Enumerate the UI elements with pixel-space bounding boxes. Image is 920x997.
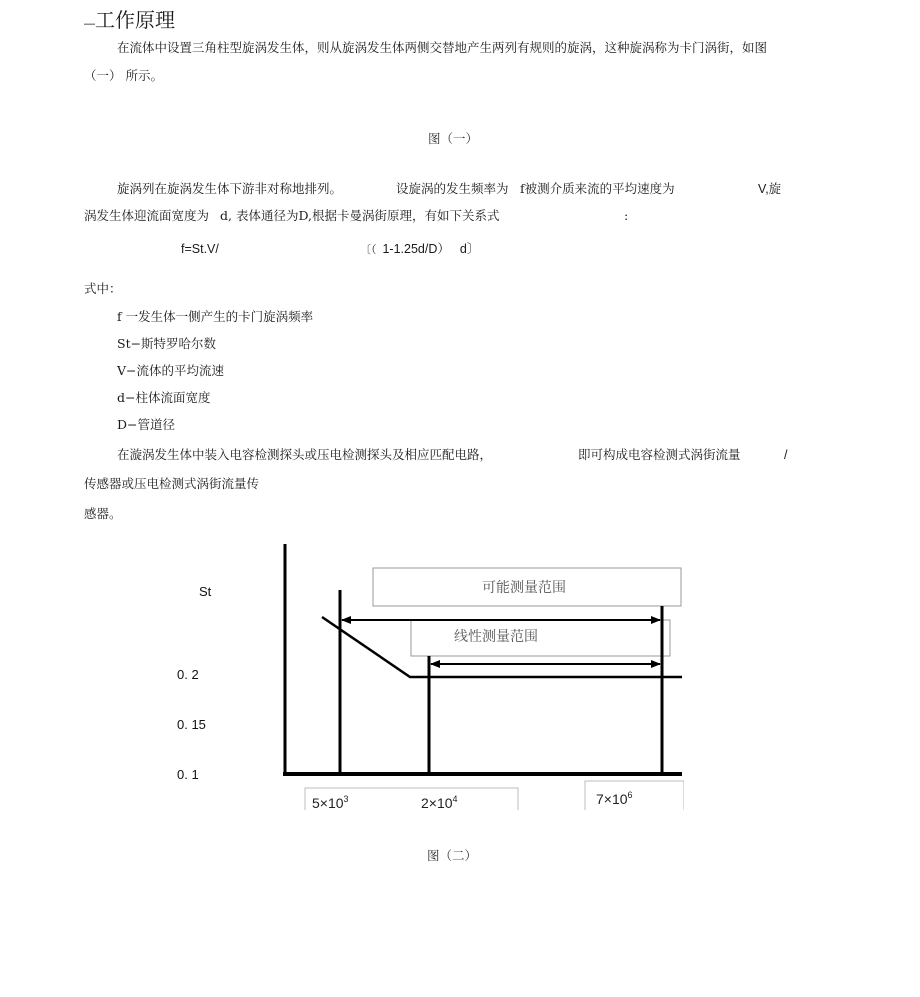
- definition-f: f 一发生体一侧产生的卡门旋涡频率: [117, 309, 314, 324]
- para3-line1-b: 即可构成电容检测式涡街流量: [578, 447, 741, 462]
- y-axis-label: St: [199, 584, 212, 599]
- para1-line2: （一） 所示。: [84, 68, 163, 83]
- para2-line1-d: V,旋: [758, 182, 782, 196]
- para2-line1-a: 旋涡列在旋涡发生体下游非对称地排列。: [117, 181, 343, 196]
- possible-range-label: 可能测量范围: [482, 580, 566, 596]
- formula-open: 〔（: [360, 243, 377, 256]
- para3-line1-c: /: [784, 448, 788, 462]
- section-heading: [84, 4, 175, 33]
- formula-right: [360, 241, 479, 258]
- definition-st: St−斯特罗哈尔数: [117, 336, 217, 351]
- definition-D: D−管道径: [117, 417, 175, 432]
- para3-line2: 传感器或压电检测式涡街流量传: [84, 476, 260, 491]
- y-tick-0-2: 0. 2: [177, 667, 199, 682]
- para2-line1-b: 设旋涡的发生频率为: [396, 181, 509, 196]
- heading-prefix: —: [84, 18, 95, 30]
- y-tick-0-1: 0. 1: [177, 767, 199, 782]
- definition-d: d−柱体流面宽度: [117, 390, 211, 405]
- para3-line1-a: 在漩涡发生体中装入电容检测探头或压电检测探头及相应匹配电路，: [117, 447, 493, 462]
- figure2-caption: 图（二）: [427, 848, 478, 863]
- formula-expr: 1-1.25d/D）: [382, 242, 450, 256]
- definition-v: V−流体的平均流速: [117, 363, 225, 378]
- linear-range-box: [411, 620, 670, 656]
- linear-range-label: 线性测量范围: [454, 629, 538, 645]
- y-tick-0-15: 0. 15: [177, 717, 206, 732]
- x-tick-2e4: $2\times 10^4$: [421, 794, 458, 811]
- figure1-caption: 图（一）: [428, 131, 479, 146]
- para2-line1-c: f被测介质来流的平均速度为: [520, 181, 675, 196]
- para3-line3: 感器。: [84, 506, 122, 521]
- formula-close: d〕: [459, 242, 480, 256]
- st-curve-chart: [272, 540, 684, 816]
- x-tick-5e3: $5\times 10^3$: [312, 794, 349, 811]
- para2-line2-b: d, 表体通径为D,根据卡曼涡街原理，有如下关系式: [220, 208, 500, 223]
- heading-title: 工作原理: [95, 8, 175, 32]
- para2-line2-a: 涡发生体迎流面宽度为: [84, 208, 210, 223]
- where-label: 式中：: [84, 281, 122, 296]
- formula-left: f=St.V/: [181, 242, 219, 256]
- para2-line2-c: :: [624, 208, 629, 223]
- para1-line1: 在流体中设置三角柱型旋涡发生体，则从旋涡发生体两侧交替地产生两列有规则的旋涡，这种旋涡称为卡门涡街，如图: [117, 40, 768, 55]
- x-tick-7e6: $7\times 10^6$: [596, 790, 633, 807]
